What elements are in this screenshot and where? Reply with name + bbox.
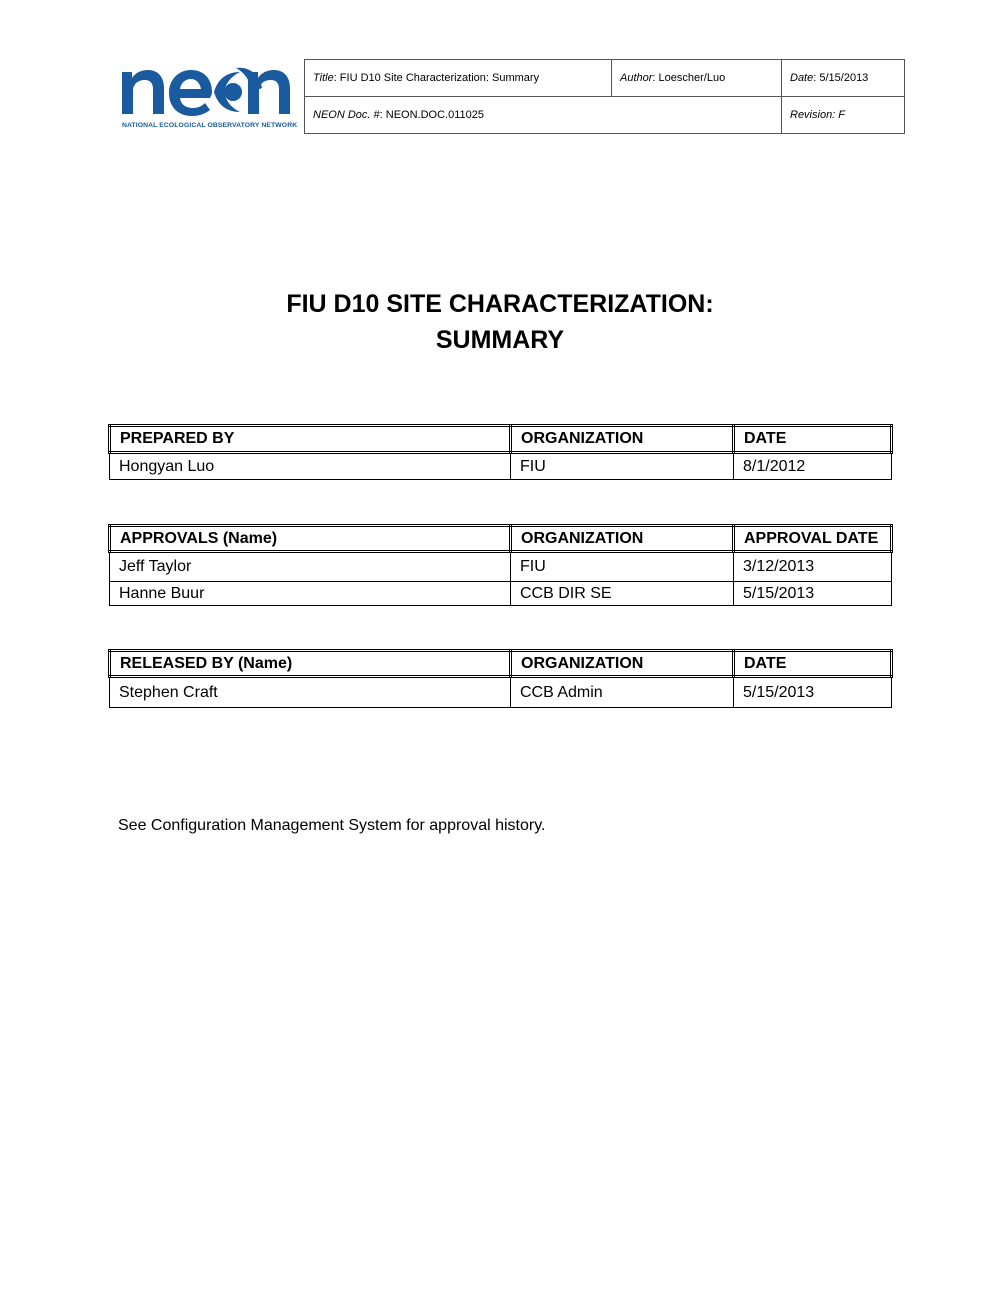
author-value: : Loescher/Luo — [652, 72, 726, 84]
approval-date: 5/15/2013 — [734, 582, 892, 606]
header-doc-number-cell — [305, 97, 782, 134]
approval-history-note: See Configuration Management System for approval history. — [118, 817, 546, 834]
document-title-line-2: SUMMARY — [435, 326, 565, 354]
doc-number-label: NEON Doc. # — [313, 109, 380, 121]
date-value: : 5/15/2013 — [813, 72, 869, 84]
table-row — [110, 677, 892, 708]
prepared-by-table — [108, 424, 893, 480]
approvals-header-org: ORGANIZATION — [511, 526, 734, 552]
neon-wordmark-icon — [118, 58, 296, 118]
neon-logo — [118, 58, 298, 134]
approvals-header-date: APPROVAL DATE — [734, 526, 892, 552]
prepared-name: Hongyan Luo — [110, 453, 511, 480]
approver-org: CCB DIR SE — [511, 582, 734, 606]
document-header-table — [304, 59, 905, 134]
released-by-table — [108, 649, 893, 708]
author-label: Author — [620, 72, 653, 84]
releaser-name: Stephen Craft — [110, 677, 511, 708]
approver-org: FIU — [511, 552, 734, 582]
table-row — [110, 582, 892, 606]
document-title — [0, 286, 1000, 358]
approvals-header-name: APPROVALS (Name) — [110, 526, 511, 552]
prepared-date: 8/1/2012 — [734, 453, 892, 480]
logo-tagline: NATIONAL ECOLOGICAL OBSERVATORY NETWORK — [122, 122, 298, 129]
approver-name: Jeff Taylor — [110, 552, 511, 582]
header-title-cell — [305, 60, 612, 97]
doc-number-value: : NEON.DOC.011025 — [379, 109, 484, 121]
prepared-header-org: ORGANIZATION — [511, 426, 734, 453]
title-value: : FIU D10 Site Characterization: Summary — [333, 72, 540, 84]
released-header-org: ORGANIZATION — [511, 651, 734, 677]
released-header-name: RELEASED BY (Name) — [110, 651, 511, 677]
document-title-line-1: FIU D10 SITE CHARACTERIZATION: — [286, 290, 714, 318]
header-author-cell — [612, 60, 782, 97]
header-date-cell — [782, 60, 905, 97]
released-header-date: DATE — [734, 651, 892, 677]
approvals-table — [108, 524, 893, 606]
prepared-header-name: PREPARED BY — [110, 426, 511, 453]
release-date: 5/15/2013 — [734, 677, 892, 708]
releaser-org: CCB Admin — [511, 677, 734, 708]
prepared-org: FIU — [511, 453, 734, 480]
prepared-header-date: DATE — [734, 426, 892, 453]
table-row — [110, 552, 892, 582]
title-label: Title — [313, 72, 334, 84]
table-row — [110, 453, 892, 480]
date-label: Date — [790, 72, 814, 84]
approval-date: 3/12/2013 — [734, 552, 892, 582]
header-revision-cell: Revision: F — [782, 97, 905, 134]
approver-name: Hanne Buur — [110, 582, 511, 606]
